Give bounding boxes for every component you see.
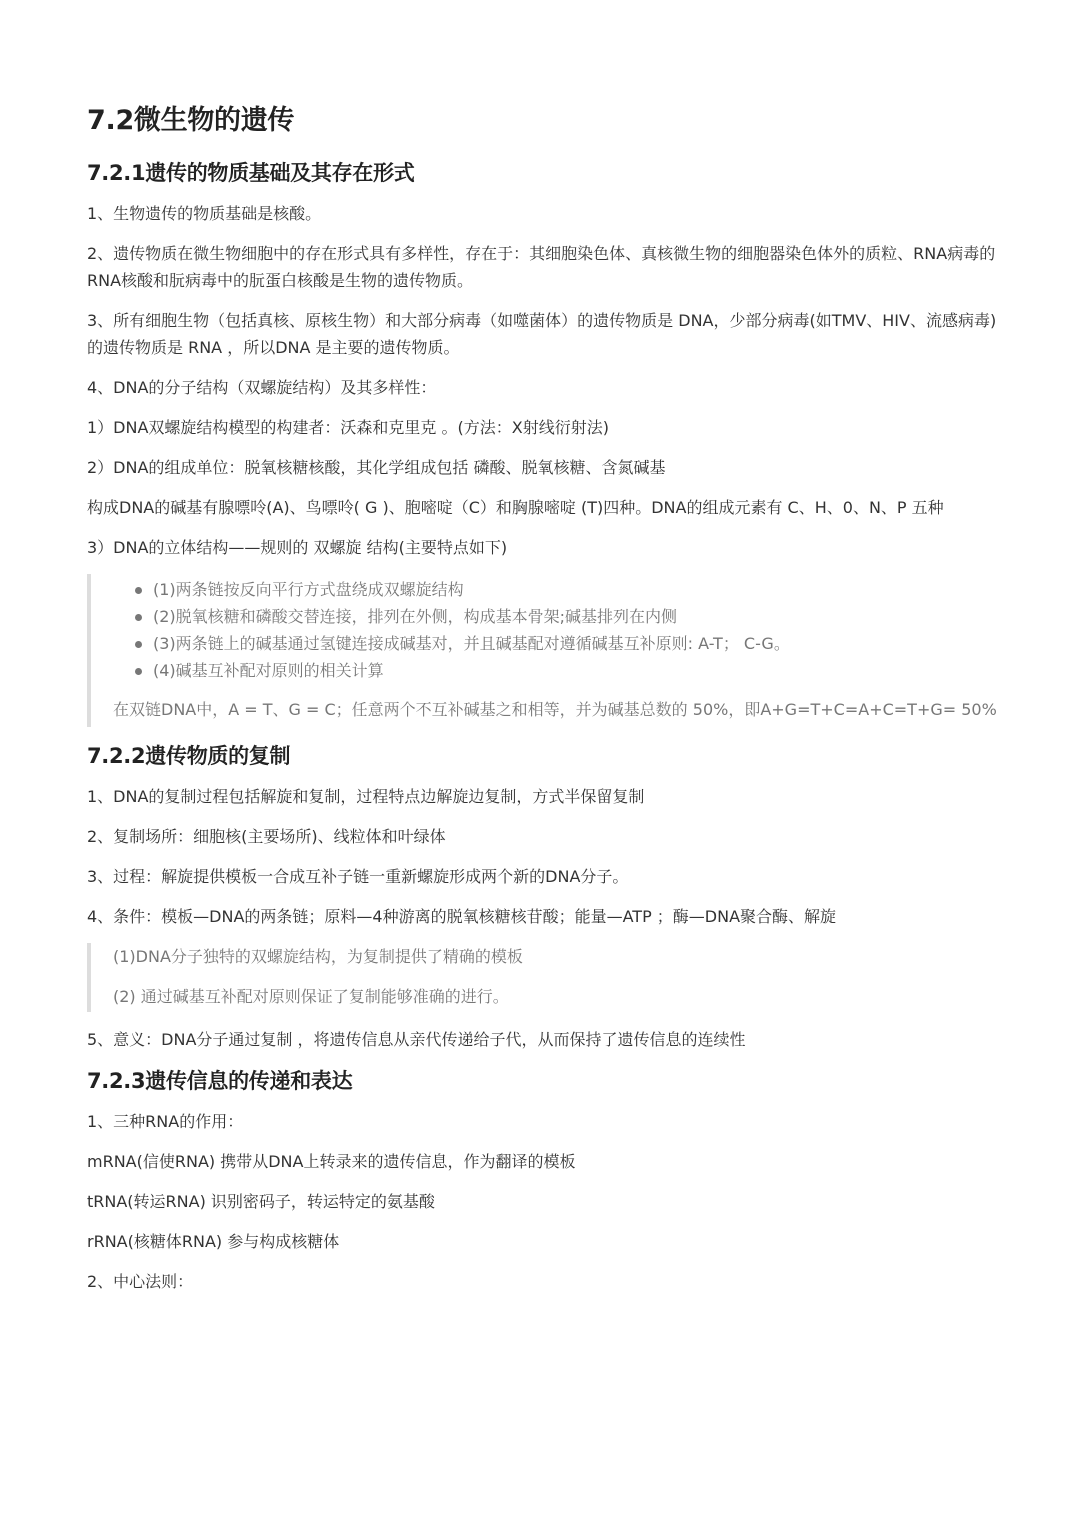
paragraph: mRNA(信使RNA) 携带从DNA上转录来的遗传信息，作为翻译的模板 [87,1152,576,1171]
paragraph: 2）DNA的组成单位：脱氧核糖核酸，其化学组成包括 磷酸、脱氧核糖、含氮碱基 [87,458,666,477]
paragraph: tRNA(转运RNA) 识别密码子，转运特定的氨基酸 [87,1192,435,1211]
paragraph: 4、DNA的分子结构（双螺旋结构）及其多样性： [87,378,437,397]
paragraph: 5、意义：DNA分子通过复制 ，将遗传信息从亲代传递给子代，从而保持了遗传信息的连续性 [87,1030,746,1049]
blockquote-replication [87,943,997,1012]
paragraph: 3、所有细胞生物（包括真核、原核生物）和大部分病毒（如噬菌体）的遗传物质是 DNA，少部分病毒(如TMV、HIV、流感病毒)的遗传物质是 RNA ，所以DNA 是主要的遗传物质。 [87,311,997,357]
paragraph: 2、中心法则： [87,1272,194,1291]
list-item: (1)两条链按反向平行方式盘绕成双螺旋结构 [135,576,997,603]
paragraph: 1、三种RNA的作用： [87,1112,244,1131]
document-page [87,100,997,1308]
blockquote-dna-features [87,574,997,727]
quote-paragraph: (1)DNA分子独特的双螺旋结构，为复制提供了精确的模板 [113,947,523,966]
paragraph: 3）DNA的立体结构——规则的 双螺旋 结构(主要特点如下) [87,538,508,557]
paragraph: 1、DNA的复制过程包括解旋和复制，过程特点边解旋边复制，方式半保留复制 [87,787,645,806]
paragraph: rRNA(核糖体RNA) 参与构成核糖体 [87,1232,340,1251]
paragraph: 2、遗传物质在微生物细胞中的存在形式具有多样性，存在于：其细胞染色体、真核微生物的细胞器染色体外的质粒、RNA病毒的RNA核酸和朊病毒中的朊蛋白核酸是生物的遗传物质。 [87,244,996,290]
paragraph: 2、复制场所：细胞核(主要场所)、线粒体和叶绿体 [87,827,446,846]
bullet-list [113,576,997,684]
section-title: 7.2微生物的遗传 [87,105,295,136]
quote-paragraph: (2) 通过碱基互补配对原则保证了复制能够准确的进行。 [113,987,509,1006]
subsection-heading-7-2-2: 7.2.2遗传物质的复制 [87,744,291,768]
list-item: (4)碱基互补配对原则的相关计算 [135,657,997,684]
paragraph: 3、过程：解旋提供模板一合成互补子链一重新螺旋形成两个新的DNA分子。 [87,867,629,886]
quote-paragraph: 在双链DNA中，A = T、G = C；任意两个不互补碱基之和相等，并为碱基总数的 50%，即A+G=T+C=A+C=T+G= 50% [113,700,997,719]
list-item: (3)两条链上的碱基通过氢键连接成碱基对，并且碱基配对遵循碱基互补原则: A-T； C-G。 [135,630,997,657]
paragraph: 1）DNA双螺旋结构模型的构建者：沃森和克里克 。(方法：X射线衍射法) [87,418,609,437]
subsection-heading-7-2-3: 7.2.3遗传信息的传递和表达 [87,1069,353,1093]
list-item: (2)脱氧核糖和磷酸交替连接，排列在外侧，构成基本骨架;碱基排列在内侧 [135,603,997,630]
subsection-heading-7-2-1: 7.2.1遗传的物质基础及其存在形式 [87,161,415,185]
paragraph: 1、生物遗传的物质基础是核酸。 [87,204,322,223]
paragraph: 4、条件：模板—DNA的两条链；原料—4种游离的脱氧核糖核苷酸；能量—ATP ；酶—DNA聚合酶、解旋 [87,907,837,926]
paragraph: 构成DNA的碱基有腺嘌呤(A)、鸟嘌呤( G )、胞嘧啶（C）和胸腺嘧啶 (T)四种。DNA的组成元素有 C、H、0、N、P 五种 [87,498,944,517]
